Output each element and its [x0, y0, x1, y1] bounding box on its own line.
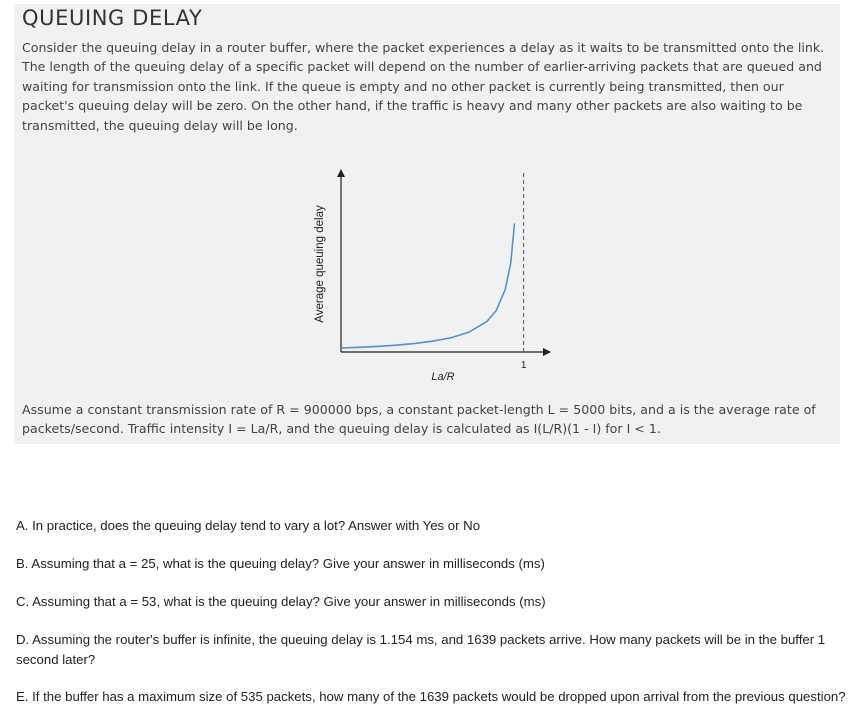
- intro-paragraph: Consider the queuing delay in a router buffer, where the packet experiences a delay as it waits to be transmitted onto the link. The length of the queuing delay of a specific packet will depend on the number of earlier-arriving packets that are queued and waiting for transmission onto the link. If the queue is empty and no other packet is currently being transmitted, then our packet's queuing delay will be zero. On the other hand, if the traffic is heavy and many other packets are also waiting to be transmitted, the queuing delay will be long.: [22, 40, 825, 133]
- question-e: E. If the buffer has a maximum size of 535 packets, how many of the 1639 packets would be dropped upon arrival from the previous question?: [16, 689, 846, 704]
- question-b: B. Assuming that a = 25, what is the queuing delay? Give your answer in milliseconds (ms): [16, 556, 545, 571]
- question-a: A. In practice, does the queuing delay tend to vary a lot? Answer with Yes or No: [16, 518, 481, 533]
- question-d: D. Assuming the router's buffer is infinite, the queuing delay is 1.154 ms, and 1639 packets arrive. How many packets will be in the buffer 1 second later?: [16, 632, 826, 667]
- question-c: C. Assuming that a = 53, what is the queuing delay? Give your answer in milliseconds (ms): [16, 594, 546, 609]
- assumption-paragraph: Assume a constant transmission rate of R = 900000 bps, a constant packet-length L = 5000 bits, and a is the average rate of packets/second. Traffic intensity I = La/R, and the queuing delay is calculated as I(L/R)(1 - I) for I < 1.: [22, 402, 816, 437]
- page-title: QUEUING DELAY: [22, 6, 203, 30]
- delay-curve: [341, 223, 515, 348]
- y-axis-label: Average queuing delay: [314, 205, 326, 323]
- x-axis-label: La/R: [431, 371, 455, 383]
- queuing-delay-chart: [300, 160, 560, 390]
- x-tick-label: 1: [520, 360, 527, 371]
